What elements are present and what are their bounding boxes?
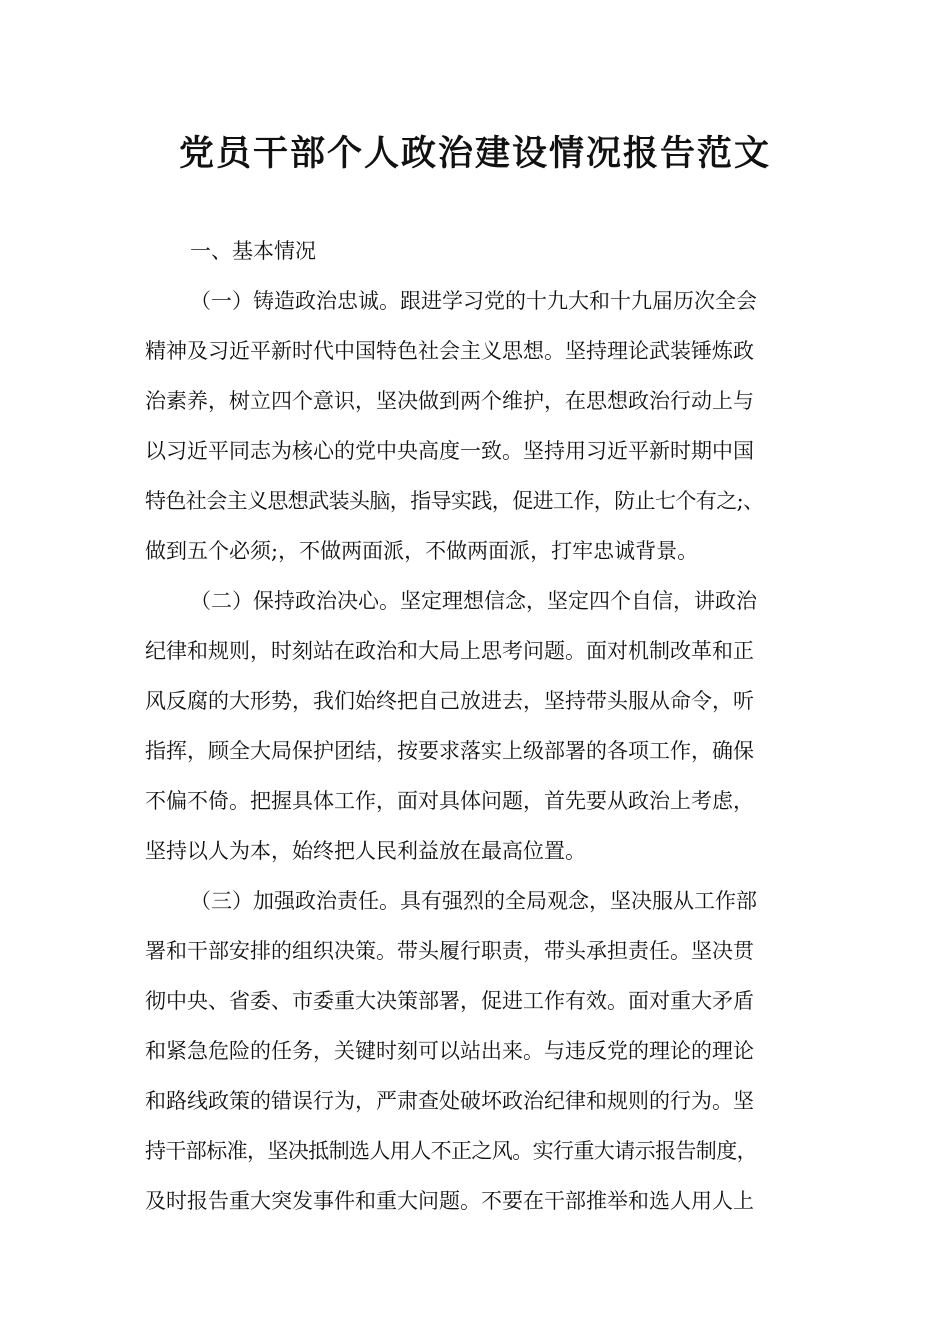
paragraph-1-line-6: 做到五个必须;，不做两面派，不做两面派，打牢忠诚背景。 (145, 539, 699, 563)
paragraph-2-line-1: （二）保持政治决心。坚定理想信念，坚定四个自信，讲政治 (190, 589, 757, 613)
paragraph-3-line-2: 署和干部安排的组织决策。带头履行职责，带头承担责任。坚决贯 (145, 939, 754, 963)
paragraph-2-line-5: 不偏不倚。把握具体工作，面对具体问题，首先要从政治上考虑， (145, 789, 754, 813)
paragraph-1-line-3: 治素养，树立四个意识，坚决做到两个维护，在思想政治行动上与 (145, 389, 754, 413)
document-body (145, 226, 825, 1226)
paragraph-2-line-4: 指挥，顾全大局保护团结，按要求落实上级部署的各项工作，确保 (145, 739, 754, 763)
paragraph-2-line-3: 风反腐的大形势，我们始终把自己放进去，坚持带头服从命令，听 (145, 689, 754, 713)
paragraph-1-line-5: 特色社会主义思想武装头脑，指导实践，促进工作，防止七个有之;、 (145, 489, 764, 513)
document-title: 党员干部个人政治建设情况报告范文 (178, 134, 771, 174)
paragraph-3-line-1: （三）加强政治责任。具有强烈的全局观念，坚决服从工作部 (190, 889, 757, 913)
paragraph-1-line-2: 精神及习近平新时代中国特色社会主义思想。坚持理论武装锤炼政 (145, 339, 754, 363)
paragraph-2-line-2: 纪律和规则，时刻站在政治和大局上思考问题。面对机制改革和正 (145, 639, 754, 663)
section-heading-basic-situation: 一、基本情况 (190, 239, 316, 263)
paragraph-1-line-1: （一）铸造政治忠诚。跟进学习党的十九大和十九届历次全会 (190, 289, 757, 313)
paragraph-3-line-4: 和紧急危险的任务，关键时刻可以站出来。与违反党的理论的理论 (145, 1039, 754, 1063)
paragraph-2-line-6: 坚持以人为本，始终把人民利益放在最高位置。 (145, 839, 586, 863)
paragraph-3-line-7: 及时报告重大突发事件和重大问题。不要在干部推举和选人用人上 (145, 1189, 754, 1213)
paragraph-3-line-6: 持干部标准，坚决抵制选人用人不正之风。实行重大请示报告制度， (145, 1139, 757, 1163)
paragraph-3-line-5: 和路线政策的错误行为，严肃查处破坏政治纪律和规则的行为。坚 (145, 1089, 754, 1113)
paragraph-3-line-3: 彻中央、省委、市委重大决策部署，促进工作有效。面对重大矛盾 (145, 989, 754, 1013)
paragraph-1-line-4: 以习近平同志为核心的党中央高度一致。坚持用习近平新时期中国 (145, 439, 754, 463)
